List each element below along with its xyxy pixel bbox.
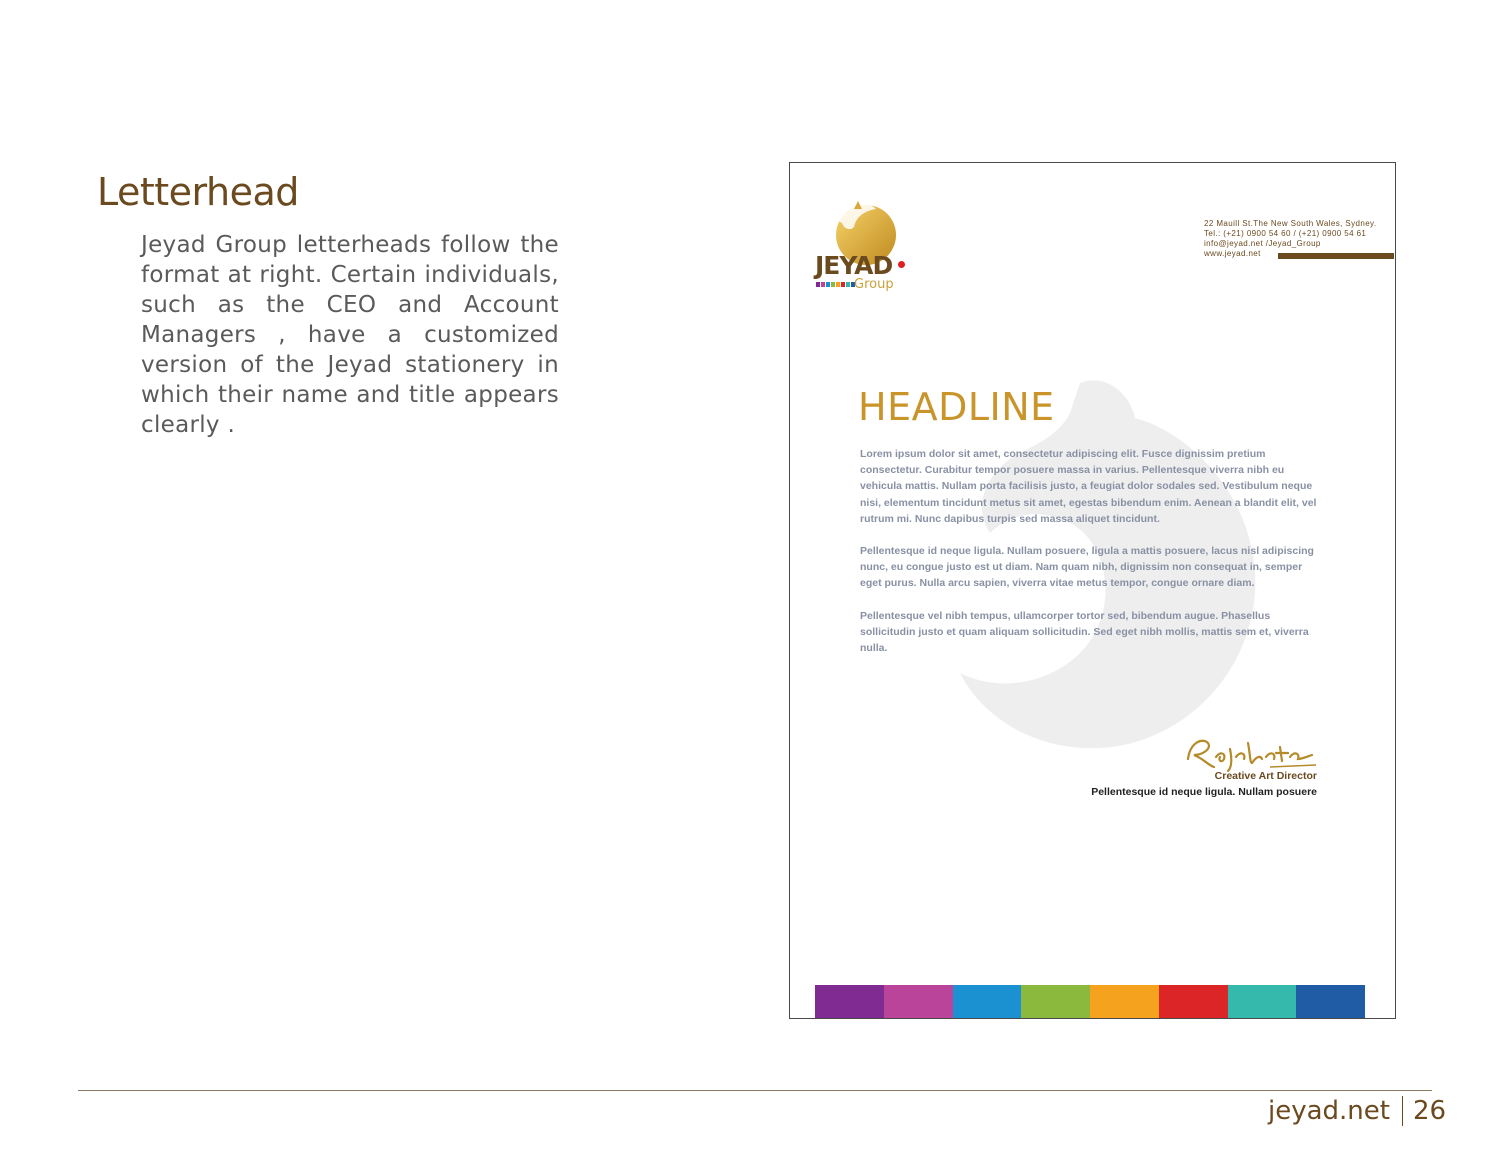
signature-title: Creative Art Director bbox=[1214, 770, 1317, 782]
footer-rule bbox=[78, 1090, 1432, 1091]
logo-color-swatch bbox=[816, 282, 820, 287]
brand-color-swatch bbox=[1296, 985, 1365, 1018]
logo-color-swatch bbox=[821, 282, 825, 287]
logo-wordmark: JEYAD bbox=[815, 251, 893, 280]
intro-paragraph: Jeyad Group letterheads follow the format at right. Certain individuals, such as the CEO and Account Managers , have a customized version of the Jeyad stationery in which their name and title appears clearly . bbox=[141, 232, 559, 438]
brand-color-swatch bbox=[884, 985, 953, 1018]
contact-address: 22 Mauill St.The New South Wales, Sydney. bbox=[1204, 219, 1377, 228]
logo-color-swatch bbox=[826, 282, 830, 287]
page-footer bbox=[1268, 1096, 1446, 1126]
letterhead-preview bbox=[789, 162, 1396, 1019]
brand-color-swatch bbox=[1090, 985, 1159, 1018]
contact-rule bbox=[1278, 253, 1394, 259]
brand-color-swatch bbox=[1228, 985, 1297, 1018]
logo-dot bbox=[898, 261, 905, 268]
logo-color-swatch bbox=[836, 282, 840, 287]
contact-phone: Tel.: (+21) 0900 54 60 / (+21) 0900 54 61 bbox=[1204, 229, 1367, 238]
contact-email: info@jeyad.net /Jeyad_Group bbox=[1204, 239, 1321, 248]
footer-site: jeyad.net bbox=[1268, 1096, 1390, 1126]
brand-color-swatch bbox=[953, 985, 1022, 1018]
body-paragraph: Pellentesque id neque ligula. Nullam posuere, ligula a mattis posuere, lacus nisl adipiscing nunc, eu congue justo est ut diam. Nam quam nibh, dignissim non consequat in, semper eget purus. Nulla arcu sapien, viverra vitae metus tempor, congue ornare diam. bbox=[860, 545, 1314, 590]
signature-note: Pellentesque id neque ligula. Nullam posuere bbox=[1091, 786, 1317, 798]
page-title: Letterhead bbox=[97, 170, 299, 214]
brand-color-swatch bbox=[1159, 985, 1228, 1018]
brand-color-bar bbox=[815, 985, 1365, 1018]
logo-color-strip bbox=[816, 282, 856, 287]
body-paragraph: Lorem ipsum dolor sit amet, consectetur adipiscing elit. Fusce dignissim pretium consectetur. Curabitur tempor posuere massa in varius. Pellentesque viverra nibh eu vehicula mattis. Nullam porta facilisis justo, a feugiat dolor sodales sed. Vestibulum neque nisi, elementum tincidunt metus sit amet, egestas bibendum enim. Aenean a blandit elit, vel rutrum mi. Nunc dapibus turpis sed massa aliquet tincidunt. bbox=[860, 448, 1317, 525]
body-paragraph: Pellentesque vel nibh tempus, ullamcorper tortor sed, bibendum augue. Phasellus sollicitudin justo et quam aliquam sollicitudin. Sed eget nibh mollis, mattis sem et, viverra nulla. bbox=[860, 609, 1309, 655]
brand-color-swatch bbox=[815, 985, 884, 1018]
logo-color-swatch bbox=[846, 282, 850, 287]
footer-separator bbox=[1402, 1096, 1403, 1126]
contact-web: www.jeyad.net bbox=[1204, 249, 1261, 258]
logo-color-swatch bbox=[841, 282, 845, 287]
letter-headline: HEADLINE bbox=[858, 385, 1055, 429]
page-number: 26 bbox=[1412, 1096, 1447, 1126]
logo-color-swatch bbox=[831, 282, 835, 287]
letter-body bbox=[860, 446, 1324, 672]
brand-color-swatch bbox=[1021, 985, 1090, 1018]
handwritten-signature bbox=[1180, 729, 1320, 773]
logo-subtitle: Group bbox=[854, 277, 894, 292]
